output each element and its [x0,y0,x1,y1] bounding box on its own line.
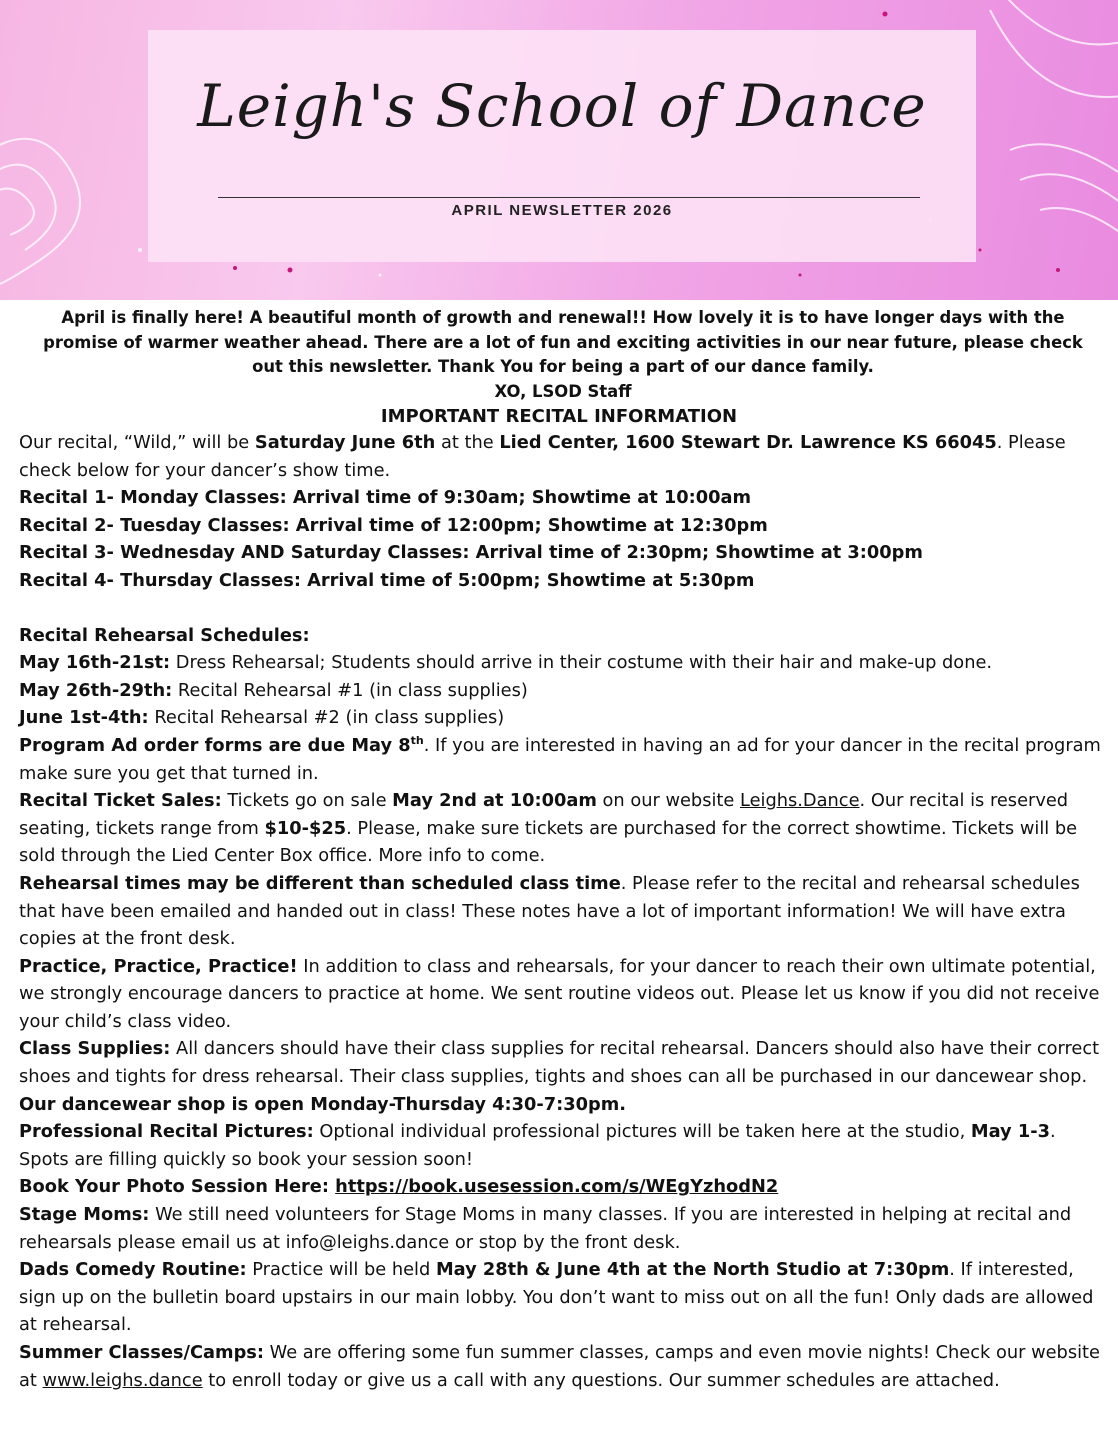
intro-text: April is finally here! A beautiful month of growth and renewal!! How lovely it is to have longer days with the promise of warmer weather ahead. There are a lot of fun and exciting activities in our near future, please check out this newsletter. Thank You for being a part of our dance family. [43,308,1083,376]
recital-time-4: Recital 4- Thursday Classes: Arrival time of 5:00pm; Showtime at 5:30pm [19,569,755,591]
school-title: Leigh's School of Dance [197,72,927,140]
newsletter-subtitle: APRIL NEWSLETTER 2026 [451,202,673,219]
stage-moms-note: Stage Moms: We still need volunteers for Stage Moms in many classes. If you are interested in helping at recital and rehearsals please email us at info@leighs.dance or stop by the front desk. [19,1204,1072,1253]
recital-info: Our recital, “Wild,” will be Saturday June 6th at the Lied Center, 1600 Stewart Dr. Lawrence KS 66045. Please check below for your dancer’s show time. [19,432,1066,481]
practice-note: Practice, Practice, Practice! In addition to class and rehearsals, for your dancer to reach their own ultimate potential, we strongly encourage dancers to practice at home. We sent routine videos out. Please let us know if you did not receive your child’s class video. [19,955,1100,1032]
dads-routine-note: Dads Comedy Routine: Practice will be held May 28th & June 4th at the North Studio at 7:30pm. If interested, sign up on the bulletin board upstairs in our main lobby. You don’t want to miss out on all the fun! Only dads are allowed at rehearsal. [19,1259,1094,1336]
rehearsal-item: May 26th-29th: Recital Rehearsal #1 (in class supplies) [19,679,528,701]
rehearsal-item: June 1st-4th: Recital Rehearsal #2 (in class supplies) [19,707,505,729]
recital-time-3: Recital 3- Wednesday AND Saturday Classes: Arrival time of 2:30pm; Showtime at 3:00pm [19,542,923,564]
recital-heading: IMPORTANT RECITAL INFORMATION [380,406,738,427]
newsletter-body [19,429,1102,1394]
ticket-sales: Recital Ticket Sales: Tickets go on sale May 2nd at 10:00am on our website Leighs.Dance. Our recital is reserved seating, tickets range from $10-$25. Please, make sure tickets are purchased for the correct showtime. Tickets will be sold through the Lied Center Box office. More info to come. [19,790,1078,867]
summer-website-link[interactable]: www.leighs.dance [42,1369,203,1391]
recital-time-1: Recital 1- Monday Classes: Arrival time of 9:30am; Showtime at 10:00am [19,487,752,509]
photo-booking: Book Your Photo Session Here: https://book.usesession.com/s/WEgYzhodN2 [19,1176,779,1198]
intro-signoff: XO, LSOD Staff [494,381,632,401]
photo-session-link[interactable]: https://book.usesession.com/s/WEgYzhodN2 [335,1176,779,1198]
class-supplies-note: Class Supplies: All dancers should have their class supplies for recital rehearsal. Dancers should also have their correct shoes and tights for dress rehearsal. Their class supplies, tights and shoes can all be purchased in our dancewear shop. Our dancewear shop is open Monday-Thursday 4:30-7:30pm. [19,1038,1100,1115]
rehearsal-item: May 16th-21st: Dress Rehearsal; Students should arrive in their costume with their hair and make-up done. [19,652,993,674]
recital-time-2: Recital 2- Tuesday Classes: Arrival time of 12:00pm; Showtime at 12:30pm [19,514,768,536]
newsletter-banner [0,0,1118,300]
rehearsal-heading: Recital Rehearsal Schedules: [19,624,310,646]
program-ad: Program Ad order forms are due May 8th. If you are interested in having an ad for your dancer in the recital program make sure you get that turned in. [19,734,1101,784]
website-link[interactable]: Leighs.Dance [739,790,860,812]
rehearsal-times-note: Rehearsal times may be different than scheduled class time. Please refer to the recital and rehearsal schedules that have been emailed and handed out in class! These notes have a lot of important information! We will have extra copies at the front desk. [19,872,1080,950]
title-box [148,30,976,262]
spacer [19,595,1102,622]
title-divider [218,197,920,198]
recital-pictures-note: Professional Recital Pictures: Optional individual professional pictures will be taken here at the studio, May 1-3. Spots are filling quickly so book your session soon! [19,1121,1056,1170]
intro-message [26,306,1100,404]
summer-classes-note: Summer Classes/Camps: We are offering some fun summer classes, camps and even movie nights! Check our website at www.leighs.dance to enroll today or give us a call with any questions. Our summer schedules are attached. [19,1342,1100,1391]
